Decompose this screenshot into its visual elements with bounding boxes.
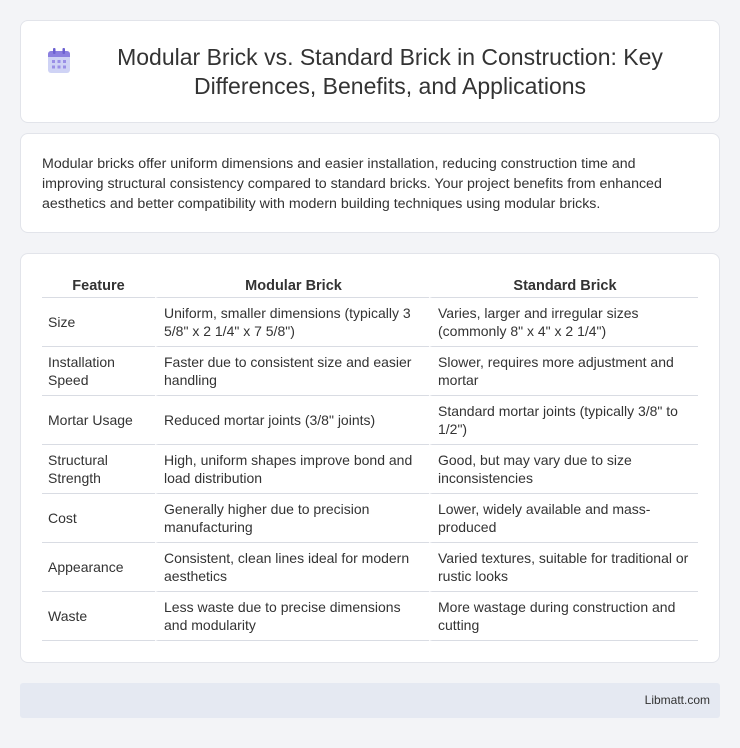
feature-cell: Waste <box>42 592 155 641</box>
modular-cell: Uniform, smaller dimensions (typically 3 5/8" x 2 1/4" x 7 5/8") <box>155 298 429 347</box>
modular-cell: Generally higher due to precision manufacturing <box>155 494 429 543</box>
standard-cell: Lower, widely available and mass-produced <box>429 494 698 543</box>
modular-cell: Consistent, clean lines ideal for modern aesthetics <box>155 543 429 592</box>
feature-cell: Appearance <box>42 543 155 592</box>
standard-cell: Slower, requires more adjustment and mortar <box>429 347 698 396</box>
comparison-table <box>42 276 698 641</box>
feature-cell: Mortar Usage <box>42 396 155 445</box>
page-title: Modular Brick vs. Standard Brick in Construction: Key Differences, Benefits, and Applications <box>117 44 663 99</box>
standard-cell: Standard mortar joints (typically 3/8" to 1/2") <box>429 396 698 445</box>
standard-cell: More wastage during construction and cutting <box>429 592 698 641</box>
title-card <box>20 20 720 123</box>
table-row <box>42 494 698 543</box>
modular-cell: Less waste due to precise dimensions and modularity <box>155 592 429 641</box>
table-row <box>42 445 698 494</box>
table-row <box>42 347 698 396</box>
table-row <box>42 592 698 641</box>
modular-cell: High, uniform shapes improve bond and load distribution <box>155 445 429 494</box>
standard-cell: Varied textures, suitable for traditional or rustic looks <box>429 543 698 592</box>
comparison-card <box>20 253 720 663</box>
intro-paragraph: Modular bricks offer uniform dimensions and easier installation, reducing construction time and improving structural consistency compared to standard bricks. Your project benefits from enhanced aesthetics and better compatibility with modern building techniques using modular bricks. <box>42 156 662 212</box>
header-feature: Feature <box>42 276 155 298</box>
feature-cell: Size <box>42 298 155 347</box>
modular-cell: Faster due to consistent size and easier handling <box>155 347 429 396</box>
table-row <box>42 543 698 592</box>
header-standard-brick: Standard Brick <box>429 276 698 298</box>
feature-cell: Structural Strength <box>42 445 155 494</box>
table-row <box>42 396 698 445</box>
feature-cell: Installation Speed <box>42 347 155 396</box>
footer <box>20 683 720 718</box>
modular-cell: Reduced mortar joints (3/8" joints) <box>155 396 429 445</box>
standard-cell: Varies, larger and irregular sizes (commonly 8" x 4" x 2 1/4") <box>429 298 698 347</box>
footer-site-link[interactable]: Libmatt.com <box>644 693 710 707</box>
header-modular-brick: Modular Brick <box>155 276 429 298</box>
standard-cell: Good, but may vary due to size inconsistencies <box>429 445 698 494</box>
table-row <box>42 298 698 347</box>
feature-cell: Cost <box>42 494 155 543</box>
intro-card <box>20 133 720 233</box>
table-header-row <box>42 276 698 298</box>
